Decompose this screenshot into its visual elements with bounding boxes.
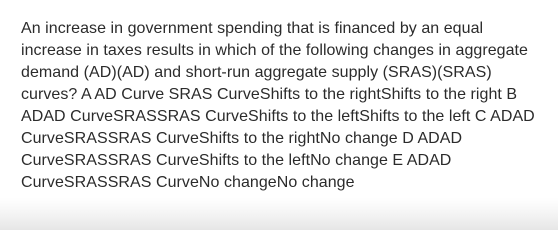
question-text: An increase in government spending that is financed by an equal increase in taxes results in which of the following changes in aggregate demand (AD)(AD) and short-run aggregate supply (SRAS)(SRAS) curves? A AD Curve SRAS CurveShifts to the rightShifts to the right B ADAD CurveSRASSRAS CurveShifts to the leftShifts to the left C ADAD CurveSRASSRAS CurveShifts to the rightNo change D ADAD CurveSRASSRAS CurveShifts to the leftNo change E ADAD CurveSRASSRAS CurveNo changeNo change [21,20,535,191]
